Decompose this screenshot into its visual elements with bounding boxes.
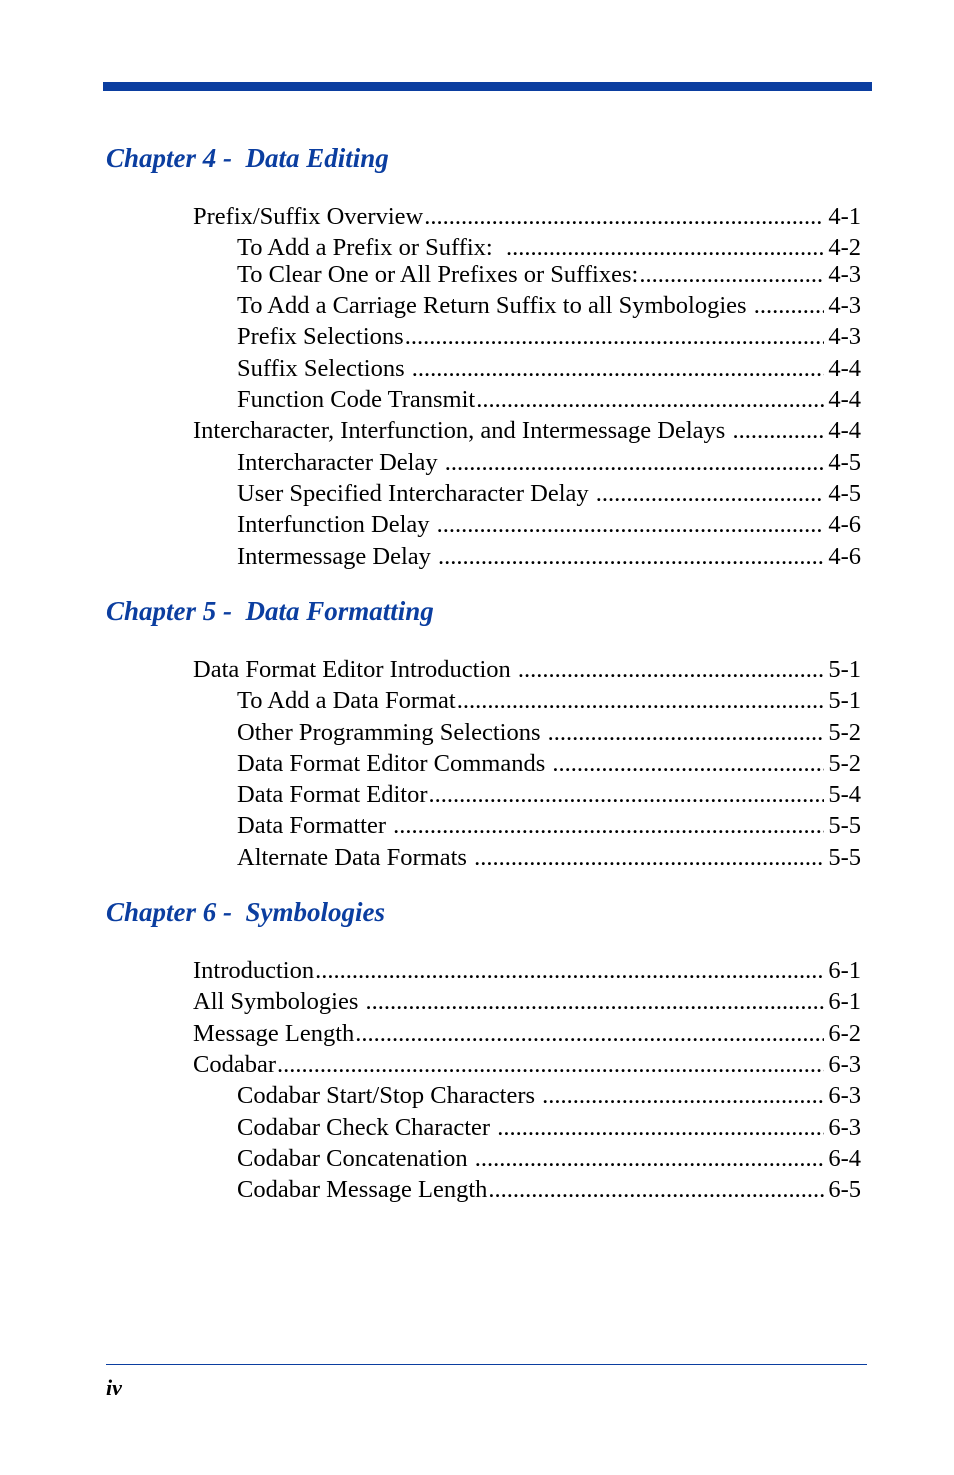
entry-title: All Symbologies	[193, 988, 365, 1015]
entry-page: 5-1	[828, 656, 861, 683]
toc-entry[interactable]	[237, 1144, 861, 1174]
dot-leader	[366, 987, 825, 1017]
toc-entry[interactable]	[237, 479, 861, 509]
dot-leader	[393, 811, 824, 841]
entry-page: 6-3	[828, 1051, 861, 1078]
toc-entry[interactable]	[237, 686, 861, 716]
dot-leader	[475, 1144, 825, 1174]
dot-leader	[457, 686, 825, 716]
entry-page: 4-6	[828, 543, 861, 570]
entry-title: Function Code Transmit	[237, 386, 476, 413]
page-number: iv	[106, 1375, 122, 1400]
toc-entry[interactable]	[237, 749, 861, 779]
toc-entry[interactable]	[237, 233, 861, 263]
dot-leader	[542, 1081, 824, 1111]
dot-leader	[497, 1113, 824, 1143]
entry-title: Data Format Editor Introduction	[193, 656, 517, 683]
toc-entry[interactable]	[193, 202, 861, 232]
entry-title: Codabar Start/Stop Characters	[237, 1082, 542, 1109]
entry-title: To Add a Prefix or Suffix:	[237, 234, 505, 261]
toc-entry[interactable]	[237, 811, 861, 841]
chapter-heading: Chapter 4 - Data Editing	[106, 143, 389, 173]
dot-leader	[518, 655, 824, 685]
entry-page: 4-3	[828, 261, 861, 288]
entry-title: Data Format Editor	[237, 781, 428, 808]
entry-title: Data Formatter	[237, 812, 393, 839]
dot-leader	[438, 542, 824, 572]
dot-leader	[445, 448, 825, 478]
dot-leader	[424, 202, 824, 232]
entry-page: 4-4	[828, 386, 861, 413]
toc-entry[interactable]	[237, 1175, 861, 1205]
entry-page: 5-5	[828, 844, 861, 871]
entry-title: User Specified Intercharacter Delay	[237, 480, 595, 507]
toc-entry[interactable]	[193, 655, 861, 685]
entry-title: Intercharacter, Interfunction, and Intermessage Delays	[193, 417, 732, 444]
dot-leader	[548, 718, 825, 748]
toc-entry[interactable]	[193, 416, 861, 446]
toc-entry[interactable]	[237, 1113, 861, 1143]
entry-title: Codabar Concatenation	[237, 1145, 474, 1172]
entry-title: Intercharacter Delay	[237, 449, 444, 476]
dot-leader	[476, 385, 824, 415]
entry-title: To Add a Carriage Return Suffix to all Symbologies	[237, 292, 753, 319]
entry-title: Data Format Editor Commands	[237, 750, 552, 777]
entry-title: Introduction	[193, 957, 315, 984]
toc-entry[interactable]	[237, 1081, 861, 1111]
entry-page: 4-3	[828, 292, 861, 319]
entry-title: To Add a Data Format	[237, 687, 456, 714]
header-rule	[103, 82, 872, 91]
entry-page: 5-5	[828, 812, 861, 839]
entry-title: Alternate Data Formats	[237, 844, 474, 871]
toc-entry[interactable]	[237, 448, 861, 478]
toc-entry[interactable]	[193, 956, 861, 986]
entry-title: Codabar	[193, 1051, 276, 1078]
dot-leader	[639, 260, 824, 290]
entry-page: 4-5	[828, 480, 861, 507]
entry-page: 5-2	[828, 719, 861, 746]
toc-entry[interactable]	[237, 354, 861, 384]
dot-leader	[412, 354, 825, 384]
entry-page: 4-1	[828, 203, 861, 230]
entry-page: 5-4	[828, 781, 861, 808]
entry-title: Other Programming Selections	[237, 719, 547, 746]
toc-entry[interactable]	[193, 1019, 861, 1049]
entry-title: Intermessage Delay	[237, 543, 437, 570]
dot-leader	[315, 956, 824, 986]
toc-entry[interactable]	[237, 780, 861, 810]
entry-page: 6-1	[828, 957, 861, 984]
dot-leader	[732, 416, 824, 446]
toc-entry[interactable]	[237, 322, 861, 352]
entry-title: Interfunction Delay	[237, 511, 436, 538]
dot-leader	[552, 749, 824, 779]
toc-entry[interactable]	[193, 987, 861, 1017]
entry-title: Prefix/Suffix Overview	[193, 203, 424, 230]
toc-entry[interactable]	[237, 718, 861, 748]
footer-rule	[106, 1364, 867, 1365]
toc-entry[interactable]	[237, 843, 861, 873]
toc-entry[interactable]	[237, 291, 861, 321]
entry-page: 4-4	[828, 355, 861, 382]
dot-leader	[754, 291, 825, 321]
entry-page: 6-1	[828, 988, 861, 1015]
entry-page: 4-4	[828, 417, 861, 444]
entry-page: 6-3	[828, 1082, 861, 1109]
entry-title: Message Length	[193, 1020, 355, 1047]
entry-title: Prefix Selections	[237, 323, 404, 350]
entry-title: To Clear One or All Prefixes or Suffixes:	[237, 261, 639, 288]
entry-title: Codabar Check Character	[237, 1114, 497, 1141]
chapter-heading: Chapter 6 - Symbologies	[106, 897, 386, 927]
toc-entry[interactable]	[237, 542, 861, 572]
dot-leader	[405, 322, 825, 352]
entry-title: Codabar Message Length	[237, 1176, 488, 1203]
toc-entry[interactable]	[237, 260, 861, 290]
entry-page: 6-2	[828, 1020, 861, 1047]
dot-leader	[429, 780, 825, 810]
toc-entry[interactable]	[193, 1050, 861, 1080]
entry-page: 4-3	[828, 323, 861, 350]
entry-page: 4-5	[828, 449, 861, 476]
dot-leader	[437, 510, 825, 540]
entry-page: 6-5	[828, 1176, 861, 1203]
entry-page: 4-2	[828, 234, 861, 261]
dot-leader	[488, 1175, 824, 1205]
chapter-heading: Chapter 5 - Data Formatting	[106, 596, 434, 626]
entry-page: 5-2	[828, 750, 861, 777]
dot-leader	[355, 1019, 824, 1049]
entry-page: 6-3	[828, 1114, 861, 1141]
entry-page: 5-1	[828, 687, 861, 714]
dot-leader	[506, 233, 824, 263]
entry-title: Suffix Selections	[237, 355, 411, 382]
dot-leader	[474, 843, 824, 873]
dot-leader	[596, 479, 825, 509]
toc-entry[interactable]	[237, 510, 861, 540]
entry-page: 4-6	[828, 511, 861, 538]
toc-entry[interactable]	[237, 385, 861, 415]
dot-leader	[277, 1050, 824, 1080]
entry-page: 6-4	[828, 1145, 861, 1172]
